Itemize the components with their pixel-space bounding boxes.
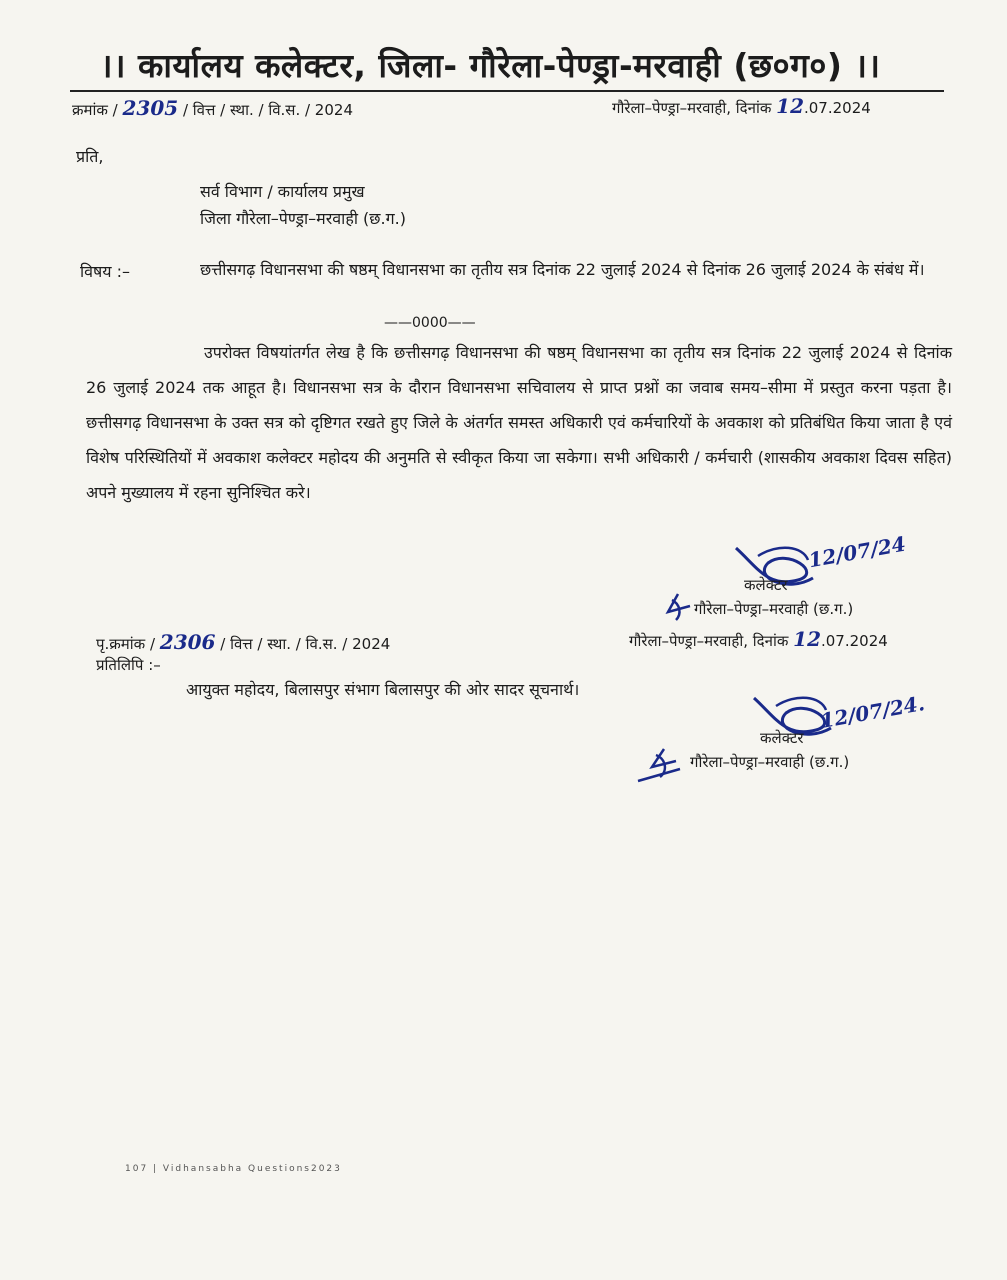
- reference-prefix: क्रमांक /: [72, 101, 118, 119]
- office-header-title: ।। कार्यालय कलेक्टर, जिला- गौरेला-पेण्ड्रा-मरवाही (छ०ग०) ।।: [100, 46, 881, 85]
- copy-reference-prefix: पृ.क्रमांक /: [96, 635, 156, 653]
- reference-suffix: / वित्त / स्था. / वि.स. / 2024: [182, 101, 353, 119]
- reference-place-date-prefix: गौरेला–पेण्ड्रा–मरवाही, दिनांक: [612, 99, 772, 117]
- signature-2-initial: [636, 745, 696, 785]
- copy-date-rest: .07.2024: [821, 632, 888, 650]
- signature-2-title: कलेक्टर: [760, 729, 804, 747]
- copy-reference-suffix: / वित्त / स्था. / वि.स. / 2024: [220, 635, 391, 653]
- subject-label: विषय :–: [80, 262, 131, 281]
- copy-reference-place-date: [629, 627, 888, 651]
- copy-place-date-prefix: गौरेला–पेण्ड्रा–मरवाही, दिनांक: [629, 632, 789, 650]
- subject-text: छत्तीसगढ़ विधानसभा की षष्ठम् विधानसभा का तृतीय सत्र दिनांक 22 जुलाई 2024 से दिनांक 26 जुलाई 2024 के संबंध में।: [200, 260, 925, 279]
- signature-2-handwritten-date: 12/07/24.: [818, 691, 927, 733]
- signature-1-handwritten-date: 12/07/24: [806, 531, 908, 573]
- signature-1-title: कलेक्टर: [744, 576, 788, 594]
- body-paragraph-text: उपरोक्त विषयांतर्गत लेख है कि छत्तीसगढ़ विधानसभा की षष्ठम् विधानसभा का तृतीय सत्र दिनांक 22 जुलाई 2024 से दिनांक 26 जुलाई 2024 तक आहूत है। विधानसभा सत्र के दौरान विधानसभा सचिवालय से प्राप्त प्रश्नों का जवाब समय–सीमा में प्रस्तुत करना पड़ता है। छत्तीसगढ़ विधानसभा के उक्त सत्र को दृष्टिगत रखते हुए जिले के अंतर्गत समस्त अधिकारी एवं कर्मचारियों के अवकाश को प्रतिबंधित किया जाता है एवं विशेष परिस्थितियों में अवकाश कलेक्टर महोदय की अनुमति से स्वीकृत किया जा सकेगा। सभी अधिकारी / कर्मचारी (शासकीय अवकाश दिवस सहित) अपने मुख्यालय में रहना सुनिश्चित करे।: [86, 343, 952, 502]
- recipient-line-1: सर्व विभाग / कार्यालय प्रमुख: [200, 182, 365, 201]
- page-footer: 107 | Vidhansabha Questions2023: [125, 1164, 342, 1174]
- reference-handwritten-number: 2305: [122, 96, 179, 120]
- header-divider: [70, 90, 944, 92]
- signature-2-district: गौरेला–पेण्ड्रा–मरवाही (छ.ग.): [690, 753, 850, 771]
- signature-1-district: गौरेला–पेण्ड्रा–मरवाही (छ.ग.): [694, 600, 854, 618]
- reference-handwritten-day: 12: [776, 94, 804, 118]
- copy-handwritten-day: 12: [793, 627, 821, 651]
- copy-reference-number: [96, 630, 390, 654]
- separator: ——0000——: [384, 315, 476, 331]
- copy-to-text: आयुक्त महोदय, बिलासपुर संभाग बिलासपुर की ओर सादर सूचनार्थ।: [186, 680, 580, 699]
- reference-place-date: [612, 94, 871, 118]
- copy-label: प्रतिलिपि :–: [96, 656, 161, 674]
- reference-number: [72, 96, 353, 120]
- to-label: प्रति,: [76, 147, 104, 166]
- body-paragraph: [86, 335, 952, 510]
- reference-date-rest: .07.2024: [804, 99, 871, 117]
- recipient-line-2: जिला गौरेला–पेण्ड्रा–मरवाही (छ.ग.): [200, 209, 406, 228]
- copy-reference-handwritten-number: 2306: [159, 630, 216, 654]
